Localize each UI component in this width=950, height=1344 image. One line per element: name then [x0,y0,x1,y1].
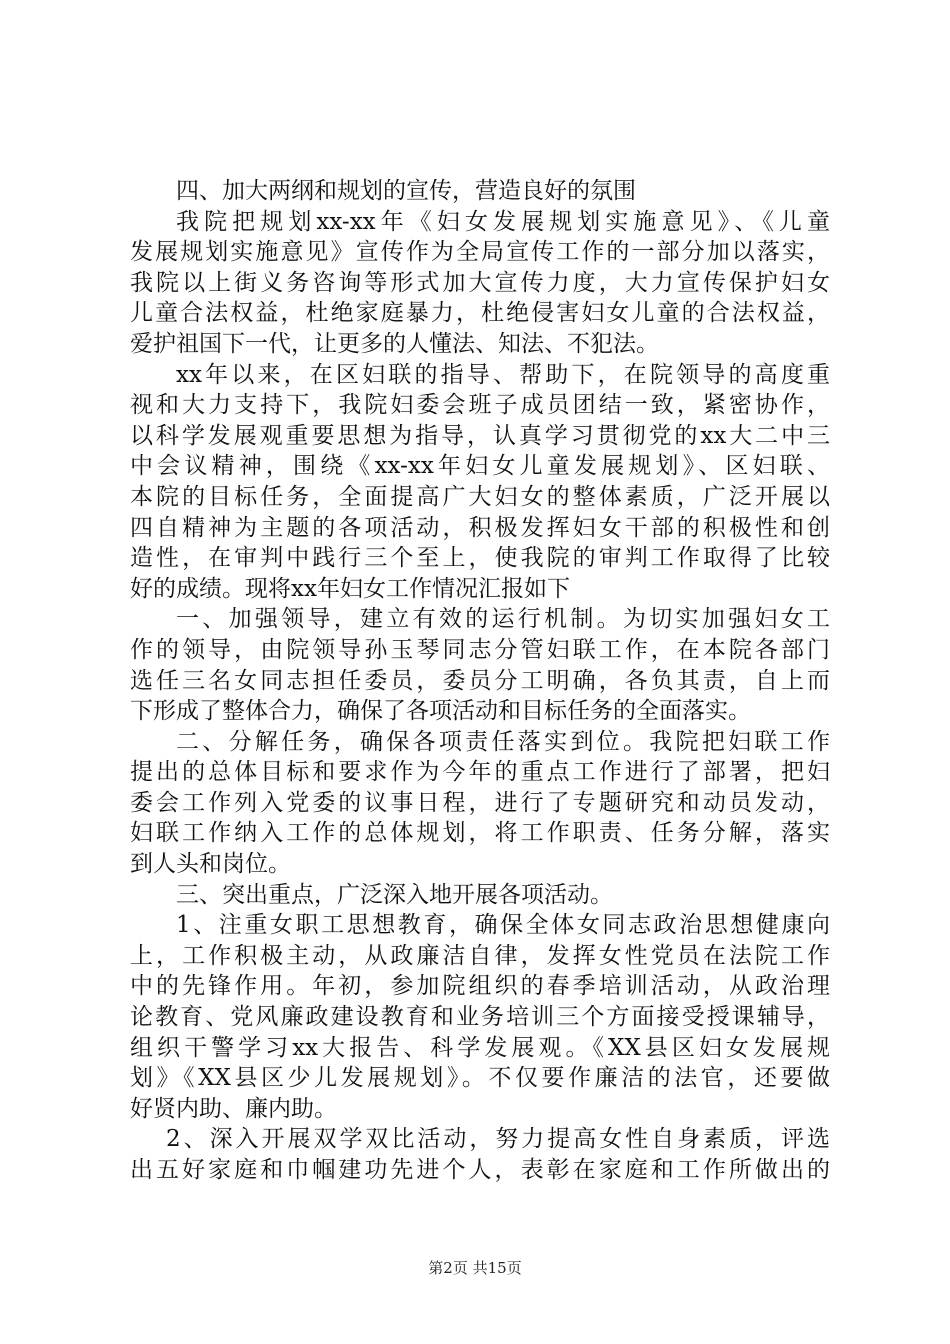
text-line: 1、注重女职工思想教育，确保全体女同志政治思想健康向 [176,912,830,939]
text-line: 划》《XX县区少儿发展规划》。不仅要作廉洁的法官，还要做 [130,1065,830,1092]
text-line: 中会议精神，围绕《xx-xx年妇女儿童发展规划》、区妇联、 [130,453,830,480]
text-line: 选任三名女同志担任委员，委员分工明确，各负其责，自上而 [130,667,830,694]
text-line: 中的先锋作用。年初，参加院组织的春季培训活动，从政治理 [130,973,830,1000]
text-line: 到人头和岗位。 [130,851,291,878]
text-line: 我院把规划xx-xx年《妇女发展规划实施意见》、《儿童 [176,208,830,235]
text-line: 一、加强领导，建立有效的运行机制。为切实加强妇女工 [176,606,830,633]
text-line: 本院的目标任务，全面提高广大妇女的整体素质，广泛开展以 [130,483,830,510]
document-body [130,176,830,1186]
text-line: 以科学发展观重要思想为指导，认真学习贯彻党的xx大二中三 [130,422,830,449]
page-number-footer: 第2页 共15页 [428,1259,522,1277]
text-line: 三、突出重点，广泛深入地开展各项活动。 [176,881,613,908]
text-line: 妇联工作纳入工作的总体规划，将工作职责、任务分解，落实 [130,820,830,847]
text-line: 下形成了整体合力，确保了各项活动和目标任务的全面落实。 [130,698,751,725]
text-line: 提出的总体目标和要求作为今年的重点工作进行了部署，把妇 [130,759,830,786]
text-line: 作的领导，由院领导孙玉琴同志分管妇联工作，在本院各部门 [130,636,830,663]
text-line: 儿童合法权益，杜绝家庭暴力，杜绝侵害妇女儿童的合法权益， [130,300,830,327]
text-line: 好的成绩。现将xx年妇女工作情况汇报如下 [130,575,570,602]
text-line: 四、加大两纲和规划的宣传，营造良好的氛围 [176,178,636,204]
text-line: 委会工作列入党委的议事日程，进行了专题研究和动员发动， [130,789,830,816]
text-line: 好贤内助、廉内助。 [130,1095,337,1122]
text-line: 我院以上街义务咨询等形式加大宣传力度，大力宣传保护妇女 [130,269,830,296]
text-line: 视和大力支持下，我院妇委会班子成员团结一致，紧密协作， [130,392,830,419]
text-line: 上，工作积极主动，从政廉洁自律，发挥女性党员在法院工作 [130,942,830,969]
text-line: 出五好家庭和巾帼建功先进个人，表彰在家庭和工作所做出的 [130,1157,830,1183]
text-line: 发展规划实施意见》宣传作为全局宣传工作的一部分加以落实， [130,239,830,266]
text-line: 四自精神为主题的各项活动，积极发挥妇女干部的积极性和创 [130,514,830,541]
text-line: 爱护祖国下一代，让更多的人懂法、知法、不犯法。 [130,330,659,357]
text-line: xx年以来，在区妇联的指导、帮助下，在院领导的高度重 [176,361,830,388]
text-line: 二、分解任务，确保各项责任落实到位。我院把妇联工作 [176,728,830,755]
text-line: 造性，在审判中践行三个至上，使我院的审判工作取得了比较 [130,545,830,572]
text-line: 论教育、党风廉政建设教育和业务培训三个方面接受授课辅导， [130,1004,830,1031]
text-line: 2、深入开展双学双比活动，努力提高女性自身素质，评选 [166,1126,830,1153]
text-line: 组织干警学习xx大报告、科学发展观。《XX县区妇女发展规 [130,1034,830,1061]
